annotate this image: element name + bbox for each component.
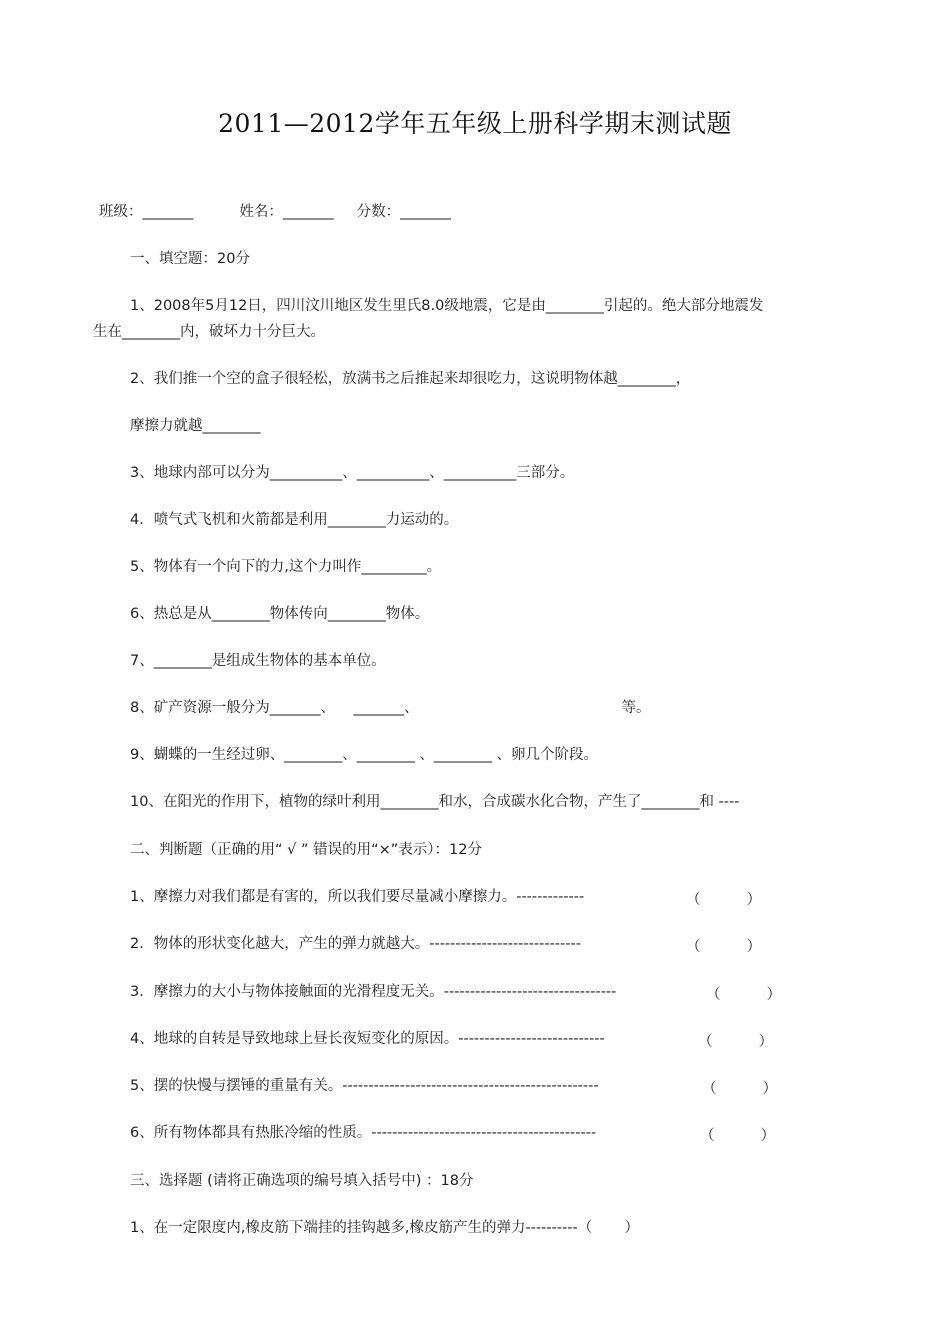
judge-answer-2[interactable]: （ ） bbox=[686, 939, 762, 955]
judge-answer-3[interactable]: （ ） bbox=[706, 987, 782, 1003]
fill-question-3: 3、地球内部可以分为__________、__________、__________三部分。 bbox=[130, 465, 575, 481]
exam-title: 2011—2012学年五年级上册科学期末测试题 bbox=[218, 109, 732, 138]
fill-question-2-line2: 摩擦力就越________ bbox=[130, 418, 261, 434]
fill-question-1-line1: 1、2008年5月12日，四川汶川地区发生里氏8.0级地震，它是由________引起的。绝大部分地震发 bbox=[130, 298, 764, 314]
judge-answer-5[interactable]: （ ） bbox=[702, 1081, 778, 1097]
judge-answer-6[interactable]: （ ） bbox=[700, 1128, 776, 1144]
fill-question-5: 5、物体有一个向下的力,这个力叫作_________。 bbox=[130, 559, 442, 575]
choice-question-1: 1、在一定限度内,橡皮筋下端挂的挂钩越多,橡皮筋产生的弹力----------（ ） bbox=[130, 1220, 640, 1236]
fill-question-7: 7、________是组成生物体的基本单位。 bbox=[130, 653, 386, 669]
judge-question-2: 2．物体的形状变化越大，产生的弹力就越大。----------------------------- bbox=[130, 936, 581, 952]
fill-question-8: 8、矿产资源一般分为_______、 _______、 等。 bbox=[130, 700, 651, 716]
judge-question-4: 4、地球的自转是导致地球上昼长夜短变化的原因。---------------------------- bbox=[130, 1031, 605, 1047]
fill-question-2-line1: 2、我们推一个空的盒子很轻松，放满书之后推起来却很吃力，这说明物体越________， bbox=[130, 371, 691, 387]
judge-answer-1[interactable]: （ ） bbox=[686, 892, 762, 908]
section1-heading: 一、填空题：20分 bbox=[130, 251, 250, 267]
section2-heading: 二、判断题（正确的用“ √ ” 错误的用“×”表示）：12分 bbox=[130, 842, 482, 858]
judge-question-5: 5、摆的快慢与摆锤的重量有关。------------------------------------------------- bbox=[130, 1078, 599, 1094]
judge-answer-4[interactable]: （ ） bbox=[698, 1034, 774, 1050]
fill-question-1-line2: 生在________内，破坏力十分巨大。 bbox=[93, 324, 325, 340]
judge-question-1: 1、摩擦力对我们都是有害的，所以我们要尽量减小摩擦力。------------- bbox=[130, 889, 585, 905]
fill-question-10: 10、在阳光的作用下，植物的绿叶利用________和水，合成碳水化合物，产生了________和 ---- bbox=[130, 794, 740, 810]
judge-question-3: 3．摩擦力的大小与物体接触面的光滑程度无关。--------------------------------- bbox=[130, 984, 617, 1000]
fill-question-9: 9、蝴蝶的一生经过卵、________、________ 、________ 、卵几个阶段。 bbox=[130, 747, 598, 763]
fill-question-6: 6、热总是从________物体传向________物体。 bbox=[130, 606, 430, 622]
student-info-line: 班级：_______ 姓名：_______ 分数：_______ bbox=[99, 204, 451, 220]
fill-question-4: 4．喷气式飞机和火箭都是利用________力运动的。 bbox=[130, 512, 459, 528]
judge-question-6: 6、所有物体都具有热胀冷缩的性质。------------------------------------------- bbox=[130, 1125, 597, 1141]
section3-heading: 三、选择题 (请将正确选项的编号填入括号中) ：18分 bbox=[130, 1173, 474, 1189]
